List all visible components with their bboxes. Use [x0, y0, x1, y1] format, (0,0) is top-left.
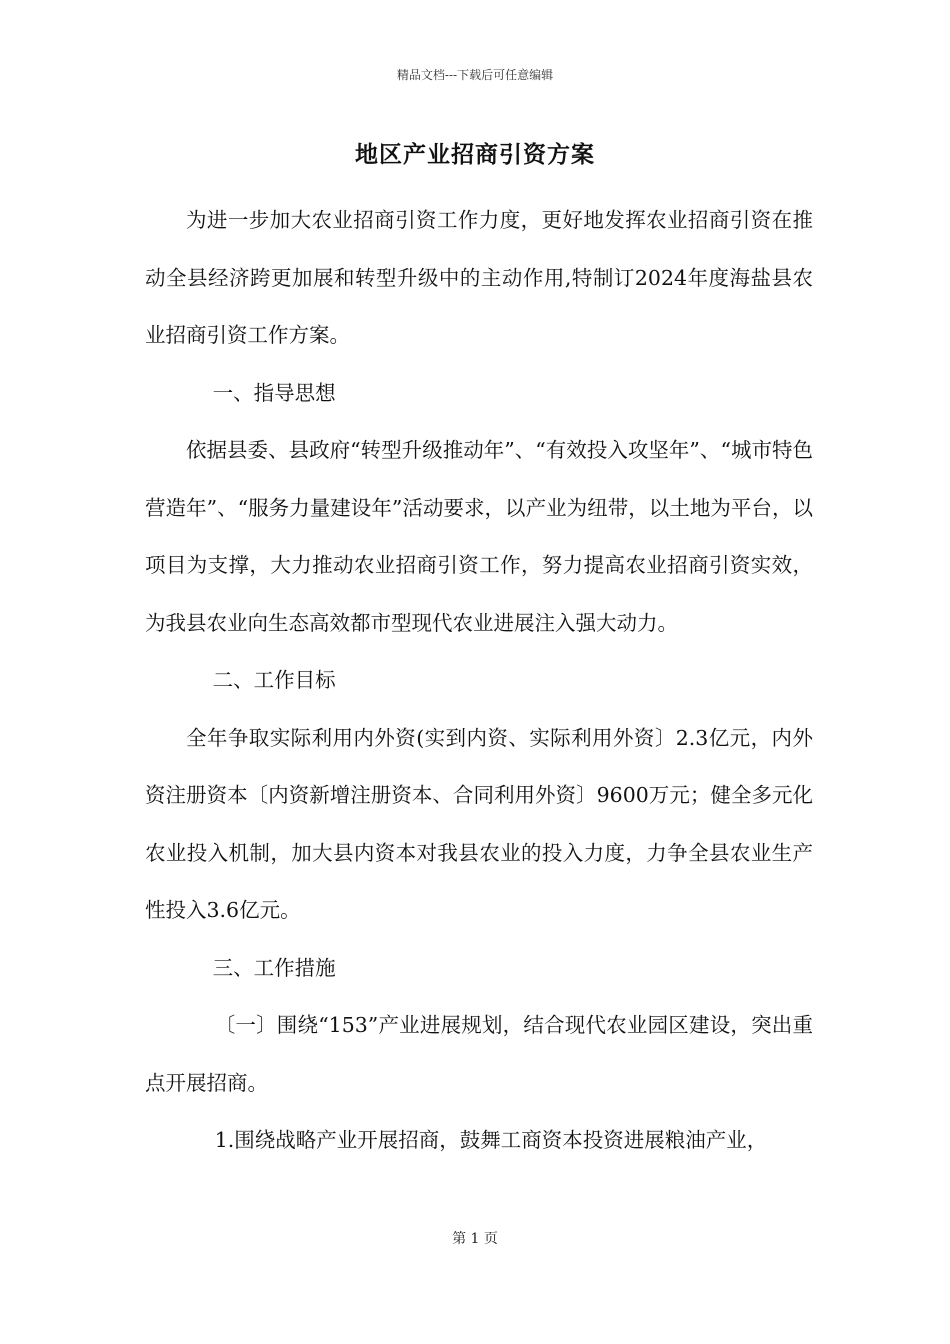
document-body	[145, 192, 813, 1170]
document-title: 地区产业招商引资方案	[355, 141, 595, 168]
page-header: 精品文档---下载后可任意编辑	[396, 68, 554, 82]
paragraph-measure-one: 〔一〕围绕“153”产业进展规划，结合现代农业园区建设，突出重点开展招商。	[145, 1013, 813, 1095]
paragraph-intro: 为进一步加大农业招商引资工作力度，更好地发挥农业招商引资在推动全县经济跨更加展和转型升级中的主动作用,特制订2024年度海盐县农业招商引资工作方案。	[145, 208, 813, 347]
section-heading-work-goals: 二、工作目标	[212, 668, 336, 692]
paragraph-guiding-thought: 依据县委、县政府“转型升级推动年”、“有效投入攻坚年”、“城市特色营造年”、“服务力量建设年”活动要求，以产业为纽带，以土地为平台，以项目为支撑，大力推动农业招商引资工作，努力提高农业招商引资实效，为我县农业向生态高效都市型现代农业进展注入强大动力。	[145, 438, 813, 635]
section-heading-work-measures: 三、工作措施	[212, 955, 336, 980]
paragraph-work-goals: 全年争取实际利用内外资(实到内资、实际利用外资〕2.3亿元，内外资注册资本〔内资新增注册资本、合同利用外资〕9600万元；健全多元化农业投入机制，加大县内资本对我县农业的投入力度，力争全县农业生产性投入3.6亿元。	[145, 725, 813, 922]
section-heading-guiding-thought: 一、指导思想	[212, 380, 336, 405]
page-number: 第 1 页	[452, 1231, 498, 1247]
paragraph-measure-item-one: 1.围绕战略产业开展招商，鼓舞工商资本投资进展粮油产业，	[214, 1128, 768, 1152]
